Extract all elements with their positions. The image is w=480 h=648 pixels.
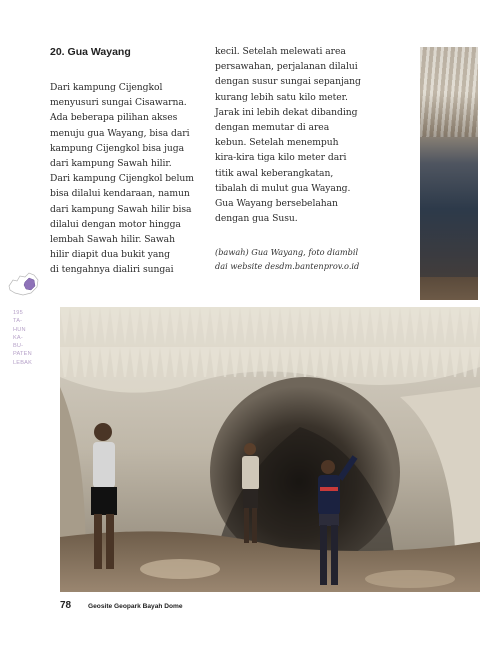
text-line: kampung Cijengkol bisa juga [50, 142, 184, 154]
text-line: kurang lebih satu kilo meter. [215, 91, 348, 103]
text-line: dengan gua Susu. [215, 213, 298, 225]
text-line: Jarak ini lebih dekat dibanding [215, 106, 358, 118]
text-line: dari kampung Sawah hilir bisa [50, 203, 192, 215]
photo-caption [215, 246, 359, 273]
text-line: persawahan, perjalanan dilalui [215, 61, 358, 73]
text-line: dengan memutar di area [215, 122, 330, 134]
text-line: kebun. Setelah menempuh [215, 137, 339, 149]
side-label-line: HUN [13, 326, 26, 333]
cave-photo-illustration [60, 307, 480, 592]
text-line: di tengahnya dialiri sungai [50, 264, 174, 276]
text-line: tibalah di mulut gua Wayang. [215, 182, 351, 194]
text-line: Gua Wayang bersebelahan [215, 198, 338, 210]
cave-photo-strip [420, 47, 478, 300]
text-line: Ada beberapa pilihan akses [50, 112, 178, 124]
side-label-line: PATEN [13, 351, 32, 358]
regency-map-logo [7, 268, 41, 298]
caption-line: dai website desdm.bantenprov.o.id [215, 260, 360, 271]
side-anniversary-label [13, 309, 32, 367]
text-line: hilir diapit dua bukit yang [50, 249, 171, 261]
text-line: bisa dilalui kendaraan, namun [50, 188, 190, 200]
section-title: Gua Wayang [67, 46, 131, 58]
text-line: Dari kampung Cijengkol belum [50, 173, 194, 185]
text-line: dilalui dengan motor hingga [50, 218, 181, 230]
side-label-line: LEBAK [13, 359, 33, 366]
text-line: menyusuri sungai Cisawarna. [50, 97, 187, 109]
side-label-line: BU- [13, 343, 24, 350]
text-line: lembah Sawah hilir. Sawah [50, 234, 175, 246]
text-line: Dari kampung Cijengkol [50, 82, 163, 93]
footer-book-title: Geosite Geopark Bayah Dome [88, 603, 183, 610]
side-label-line: TA- [13, 318, 23, 325]
section-heading [50, 46, 131, 58]
side-label-line: 195 [13, 310, 23, 316]
cave-photo [60, 307, 480, 592]
text-line: kira-kira tiga kilo meter dari [215, 152, 347, 164]
text-line: titik awal keberangkatan, [215, 167, 334, 179]
side-label-line: KA- [13, 334, 23, 341]
text-line: kecil. Setelah melewati area [215, 46, 346, 57]
section-number: 20. [50, 46, 65, 58]
caption-line: (bawah) Gua Wayang, foto diambil [215, 247, 359, 257]
right-text-column [215, 44, 405, 226]
text-line: dengan susur sungai sepanjang [215, 76, 361, 88]
text-line: dari kampung Sawah hilir. [50, 158, 172, 170]
left-text-column [50, 80, 205, 278]
text-line: menuju gua Wayang, bisa dari [50, 127, 190, 139]
page-number: 78 [60, 600, 72, 611]
